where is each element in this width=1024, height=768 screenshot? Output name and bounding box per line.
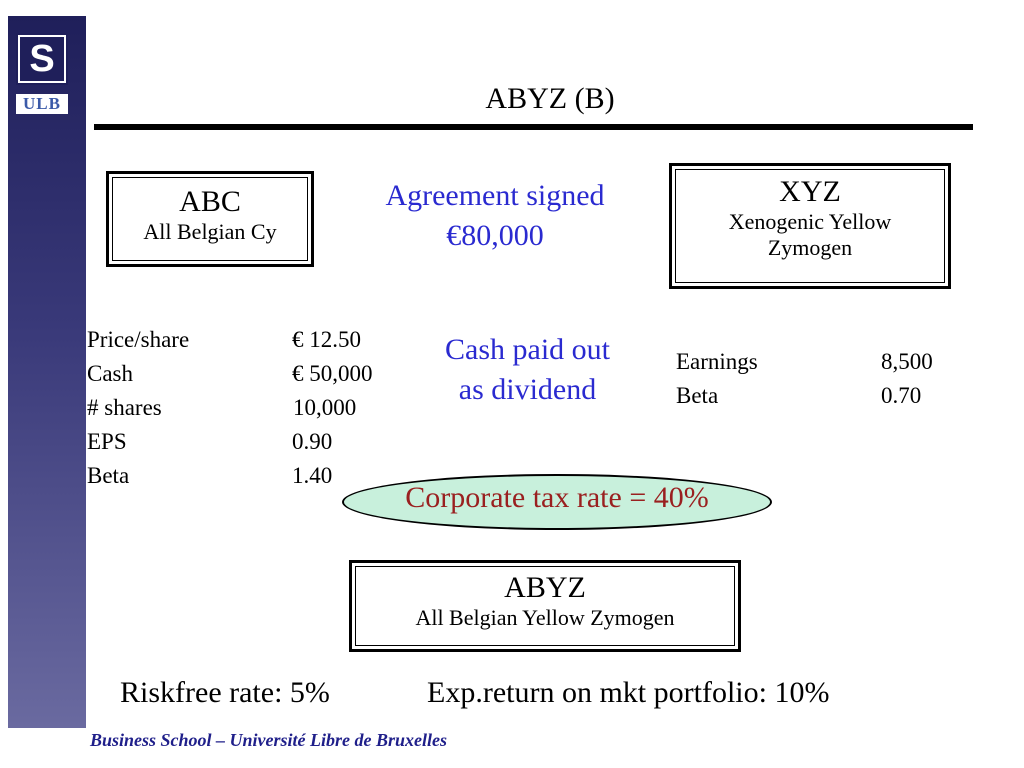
- row-label: EPS: [87, 429, 127, 454]
- abc-box-inner-border: [112, 177, 308, 261]
- table-row: [87, 391, 407, 425]
- abc-data-table: [87, 323, 407, 493]
- row-value: 8,500: [881, 349, 933, 374]
- row-label: # shares: [87, 395, 162, 420]
- row-value: € 12.50: [292, 327, 361, 352]
- row-label: Cash: [87, 361, 133, 386]
- market-return: Exp.return on mkt portfolio: 10%: [427, 676, 830, 709]
- slide-title: ABYZ (B): [485, 82, 615, 115]
- row-value: 1.40: [292, 463, 333, 488]
- tax-rate-text: Corporate tax rate = 40%: [405, 481, 709, 514]
- abc-name: ABC: [179, 185, 241, 218]
- row-label: Beta: [87, 463, 130, 488]
- row-value: 10,000: [293, 395, 357, 420]
- table-row: [87, 323, 407, 357]
- riskfree-rate: Riskfree rate: 5%: [120, 676, 330, 709]
- agreement-line1: Agreement signed: [385, 179, 605, 212]
- row-label: Beta: [676, 383, 719, 408]
- row-value: 0.90: [292, 429, 333, 454]
- xyz-data-table: [676, 345, 976, 413]
- xyz-full-name-line1: Xenogenic Yellow: [728, 209, 892, 234]
- table-row: [87, 425, 407, 459]
- cash-paid-note: [410, 330, 645, 410]
- abyz-full-name: All Belgian Yellow Zymogen: [415, 605, 675, 630]
- agreement-note: [360, 176, 630, 256]
- abyz-company-box: [349, 560, 741, 652]
- row-label: Earnings: [676, 349, 758, 374]
- row-value: € 50,000: [292, 361, 373, 386]
- xyz-box-inner-border: [675, 169, 945, 283]
- table-row: [676, 345, 976, 379]
- ulb-logo: ULB: [16, 94, 68, 114]
- agreement-line2: €80,000: [446, 219, 544, 252]
- logo-letter: S: [20, 37, 64, 81]
- table-row: [676, 379, 976, 413]
- abyz-box-inner-border: [355, 566, 735, 646]
- xyz-name: XYZ: [779, 175, 841, 208]
- row-label: Price/share: [87, 327, 190, 352]
- cash-paid-line2: as dividend: [458, 373, 597, 406]
- xyz-full-name-line2: Zymogen: [767, 235, 853, 260]
- abc-company-box: [106, 171, 314, 267]
- abyz-name: ABYZ: [504, 571, 586, 604]
- cash-paid-line1: Cash paid out: [445, 333, 610, 366]
- xyz-company-box: [669, 163, 951, 289]
- solvay-logo: [16, 33, 68, 85]
- footer-brand: Solvay: [10, 730, 59, 750]
- row-value: 0.70: [881, 383, 922, 408]
- title-rule: [94, 124, 973, 130]
- abc-full-name: All Belgian Cy: [143, 219, 277, 244]
- table-row: [87, 357, 407, 391]
- sidebar-band: [8, 16, 86, 728]
- footer-school: Business School – Université Libre de Bruxelles: [90, 730, 448, 750]
